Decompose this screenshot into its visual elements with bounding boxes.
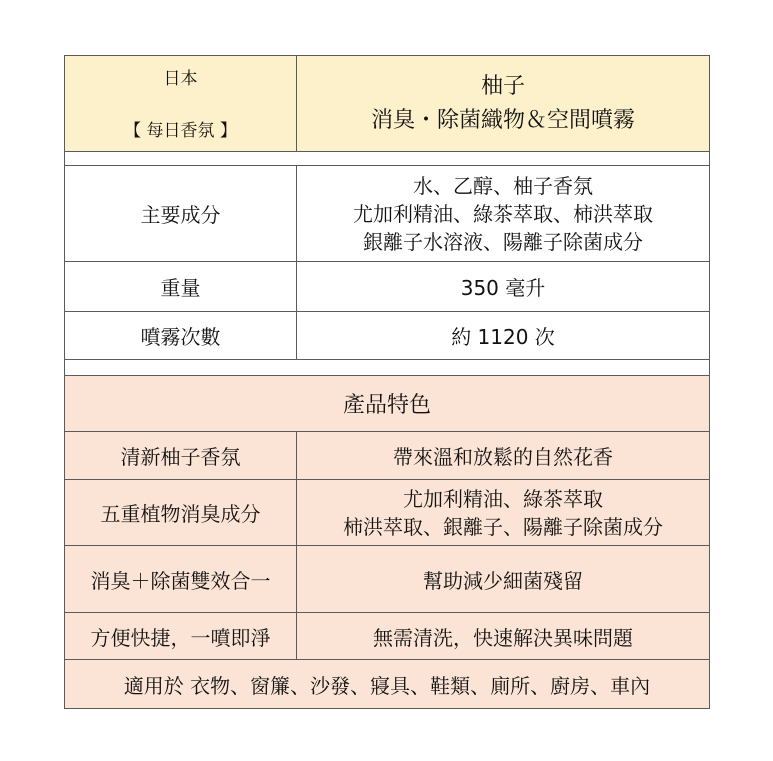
feature-row bbox=[65, 613, 709, 660]
feature-desc: 帶來溫和放鬆的自然花香 bbox=[393, 445, 613, 469]
ingredients-value bbox=[297, 166, 709, 261]
spacer-row bbox=[65, 360, 709, 376]
features-title-row bbox=[65, 376, 709, 432]
usage-text: 適用於 衣物、窗簾、沙發、寢具、鞋類、廁所、廚房、車內 bbox=[123, 673, 651, 698]
spray-count-label: 噴霧次數 bbox=[65, 312, 297, 359]
product-name: 柚子 bbox=[480, 73, 525, 99]
ingredients-row bbox=[65, 166, 709, 262]
feature-desc: 幫助減少細菌殘留 bbox=[423, 568, 583, 593]
feature-label: 方便快捷，一噴即淨 bbox=[65, 613, 297, 659]
weight-value: 350 毫升 bbox=[460, 276, 546, 300]
ingredients-label: 主要成分 bbox=[65, 166, 297, 261]
ingredients-line: 水、乙醇、柚子香氛 bbox=[413, 173, 593, 198]
feature-desc-line: 柿洪萃取、銀離子、陽離子除菌成分 bbox=[343, 514, 663, 539]
spacer-row bbox=[65, 152, 709, 166]
ingredients-line: 尤加利精油、綠茶萃取、柿洪萃取 bbox=[353, 201, 653, 226]
feature-row bbox=[65, 432, 709, 480]
header-row bbox=[65, 56, 709, 152]
feature-label: 清新柚子香氛 bbox=[65, 432, 297, 479]
product-name-cell bbox=[297, 56, 709, 151]
product-spec-table bbox=[64, 55, 710, 709]
feature-desc-line: 尤加利精油、綠茶萃取 bbox=[403, 486, 603, 511]
origin-label: 日本 bbox=[163, 69, 198, 89]
brand-label: 【 每日香氛 】 bbox=[124, 121, 237, 141]
origin-cell bbox=[65, 56, 297, 151]
spray-count-row bbox=[65, 312, 709, 360]
feature-row bbox=[65, 546, 709, 613]
usage-row bbox=[65, 660, 709, 708]
weight-row bbox=[65, 262, 709, 312]
feature-row bbox=[65, 480, 709, 546]
weight-label: 重量 bbox=[65, 262, 297, 311]
feature-desc: 無需清洗，快速解決異味問題 bbox=[373, 625, 633, 650]
feature-label: 消臭＋除菌雙效合一 bbox=[65, 546, 297, 612]
feature-desc bbox=[297, 480, 709, 545]
feature-label: 五重植物消臭成分 bbox=[65, 480, 297, 545]
features-title: 產品特色 bbox=[342, 393, 431, 418]
spray-count-value: 約 1120 次 bbox=[451, 325, 555, 349]
product-subtitle: 消臭・除菌織物＆空間噴霧 bbox=[370, 107, 635, 133]
ingredients-line: 銀離子水溶液、陽離子除菌成分 bbox=[363, 229, 643, 254]
